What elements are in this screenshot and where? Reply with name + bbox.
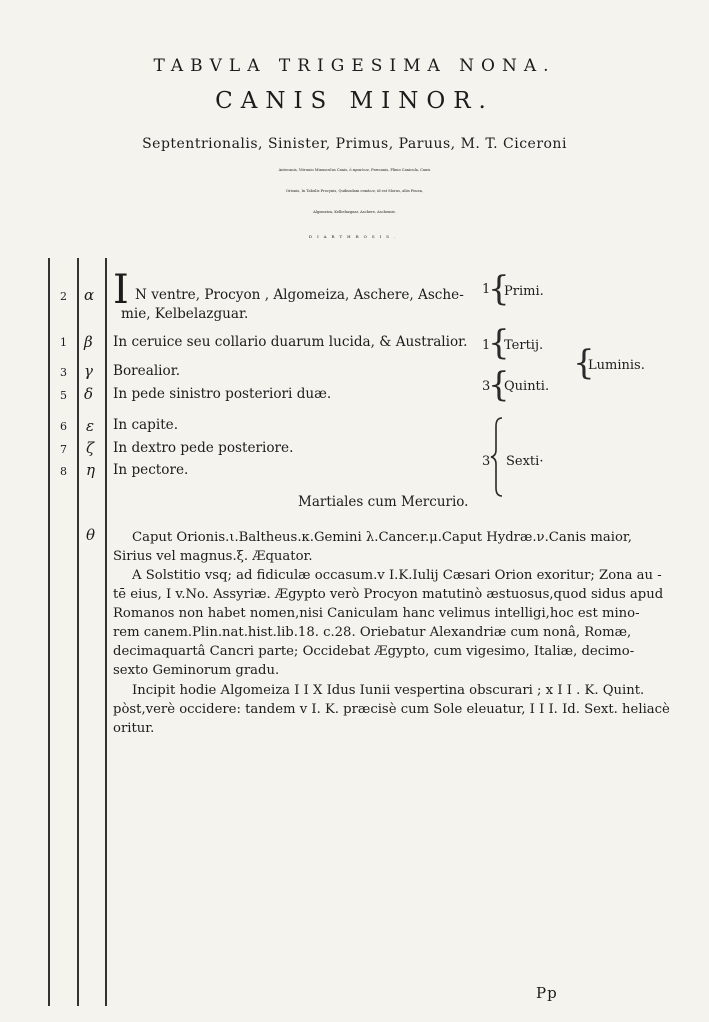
- paragraph-line: Incipit hodie Algomeiza I I X Idus Iunii vespertina obscurari ; x I I . K. Quint.: [132, 683, 645, 698]
- paragraph-line: tē eius, I v.No. Assyriæ. Ægypto verò Procyon matutinò æstuosus,quod sidus apud: [113, 587, 664, 602]
- star-letter: β: [84, 333, 93, 351]
- rule-line-2: [77, 258, 79, 1006]
- left-brace-icon: {: [573, 343, 595, 383]
- star-description: In dextro pede posteriore.: [113, 440, 294, 456]
- paragraph-line: Sirius vel magnus.ξ. Æquator.: [113, 549, 313, 564]
- rule-line-3: [105, 258, 107, 1006]
- star-number: 7: [60, 443, 67, 456]
- star-number: 6: [60, 420, 67, 433]
- star-number: 2: [60, 290, 67, 303]
- magnitude-count: 3: [482, 379, 491, 394]
- magnitude-label: Sexti·: [506, 454, 544, 469]
- signature-mark: Pp: [536, 984, 558, 1002]
- star-description: N ventre, Procyon , Algomeiza, Aschere, Asche-: [135, 287, 464, 303]
- star-letter: γ: [84, 362, 93, 380]
- subtitle-line: Septentrionalis, Sinister, Primus, Paruus, M. T. Ciceroni: [142, 136, 567, 152]
- star-letter: η: [86, 461, 95, 479]
- constellation-name: CANIS MINOR.: [215, 88, 494, 114]
- star-description: Borealior.: [113, 363, 181, 379]
- paragraph-line: decimaquartâ Cancri parte; Occidebat Ægypto, cum vigesimo, Italiæ, decimo-: [113, 644, 635, 659]
- star-number: 3: [60, 366, 67, 379]
- star-description: In capite.: [113, 417, 179, 433]
- star-number: 1: [60, 336, 67, 349]
- star-description: In pectore.: [113, 462, 189, 478]
- magnitude-count: 1: [482, 282, 491, 297]
- star-number: 5: [60, 389, 67, 402]
- magnitude-label: Primi.: [504, 284, 544, 299]
- intro-line-1: Antecanis, Vitruuio Minusculus Canis, ὁ προκύων, Præcanis, Plinio Canicula, Canis: [278, 168, 431, 172]
- drop-cap: I: [113, 267, 129, 313]
- paragraph-line: oritur.: [113, 721, 155, 736]
- star-description: In pede sinistro posteriori duæ.: [113, 386, 332, 402]
- star-letter: α: [84, 286, 95, 304]
- table-title: TABVLA TRIGESIMA NONA.: [153, 56, 556, 76]
- section-heading: DIARTHROSIS.: [308, 234, 401, 239]
- star-letter: δ: [84, 385, 94, 403]
- paragraph-line: A Solstitio vsq; ad fidiculæ occasum.v I.K.Iulij Cæsari Orion exoritur; Zona au -: [132, 568, 662, 583]
- magnitude-count: 3: [482, 454, 491, 469]
- rule-line-1: [48, 258, 50, 1006]
- magnitude-count: 1: [482, 338, 491, 353]
- magnitude-label: Tertij.: [504, 338, 544, 353]
- magnitude-label: Quinti.: [504, 379, 550, 394]
- star-letter: ε: [86, 417, 95, 435]
- star-description: In ceruice seu collario duarum lucida, & Australior.: [113, 334, 468, 350]
- intro-line-3: Algomeiza, Kelbelazguar, Aschere, Aschemie.: [313, 210, 396, 214]
- star-letter: ζ: [86, 439, 95, 457]
- theta-letter: θ: [86, 526, 96, 544]
- paragraph-line: Caput Orionis.ι.Baltheus.κ.Gemini λ.Cancer.μ.Caput Hydræ.ν.Canis maior,: [132, 530, 632, 545]
- left-brace-icon: {: [488, 269, 510, 309]
- luminis-label: Luminis.: [588, 358, 645, 373]
- intro-line-2: Orionis, In Tabulis Procynis, Quibusdam συκάων, id est Morus, aliis Fouea,: [285, 189, 424, 193]
- left-brace-icon: {: [488, 323, 510, 363]
- martiales-note: Martiales cum Mercurio.: [298, 494, 469, 510]
- paragraph-line: rem canem.Plin.nat.hist.lib.18. c.28. Oriebatur Alexandriæ cum nonâ, Romæ,: [113, 625, 632, 640]
- star-number: 8: [60, 465, 67, 478]
- paragraph-line: sexto Geminorum gradu.: [113, 663, 280, 678]
- left-brace-icon: {: [488, 365, 510, 405]
- paragraph-line: pòst,verè occidere: tandem v I. K. præcisè cum Sole eleuatur, I I I. Id. Sext. heliacè: [113, 702, 670, 717]
- paragraph-line: Romanos non habet nomen,nisi Caniculam hanc velimus intelligi,hoc est mino-: [113, 606, 640, 621]
- star-description-cont: mie, Kelbelazguar.: [121, 306, 249, 322]
